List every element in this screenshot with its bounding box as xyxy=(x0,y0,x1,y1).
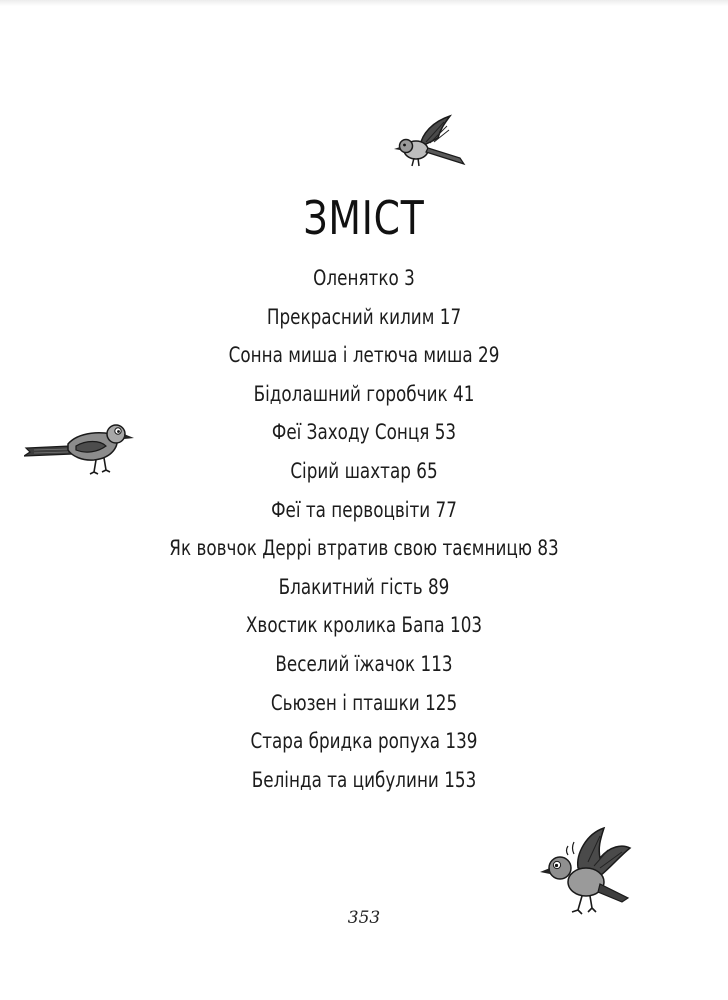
toc-entry-page: 65 xyxy=(416,458,438,483)
toc-entry xyxy=(73,606,655,645)
toc-entry-page: 139 xyxy=(445,729,478,754)
toc-entry-title: Як вовчок Деррі втратив свою таємницю xyxy=(169,536,532,561)
toc-entry xyxy=(73,568,655,607)
toc-entry-title: Белінда та цибулини xyxy=(251,767,439,792)
page-number: 353 xyxy=(347,908,381,928)
page-top-edge xyxy=(0,0,728,6)
toc-entry-title: Сонна миша і летюча миша xyxy=(228,343,473,368)
toc-entry-title: Сірий шахтар xyxy=(290,458,411,483)
toc-entry-page: 3 xyxy=(404,266,415,290)
toc-entry xyxy=(73,529,655,568)
toc-entry xyxy=(73,645,655,684)
bird-top-icon xyxy=(392,112,472,174)
toc-entry-title: Стара бридка ропуха xyxy=(250,729,441,754)
toc-entry-page: 83 xyxy=(537,536,559,561)
toc-entry-title: Блакитний гість xyxy=(278,574,423,599)
table-of-contents xyxy=(0,259,728,799)
toc-entry xyxy=(73,298,655,337)
toc-entry-page: 77 xyxy=(435,497,457,522)
toc-entry-page: 29 xyxy=(478,343,500,368)
toc-entry xyxy=(73,722,655,761)
bird-bottom-right-icon xyxy=(538,824,634,920)
toc-entry-title: Бідолашний горобчик xyxy=(253,381,448,406)
toc-entry xyxy=(73,413,655,452)
toc-entry xyxy=(73,761,655,800)
toc-entry-page: 41 xyxy=(453,381,475,406)
toc-entry xyxy=(73,375,655,414)
toc-entry-page: 53 xyxy=(434,420,457,445)
toc-entry-title: Прекрасний килим xyxy=(266,304,435,329)
toc-entry-page: 125 xyxy=(425,690,458,715)
bird-left-icon xyxy=(24,418,136,478)
page-title: ЗМІСТ xyxy=(303,190,425,245)
toc-entry-title: Феї Заходу Сонця xyxy=(271,420,430,445)
toc-entry-title: Сьюзен і пташки xyxy=(270,690,420,715)
toc-entry xyxy=(73,259,655,298)
toc-entry-title: Феї та первоцвіти xyxy=(271,497,431,522)
toc-entry-page: 113 xyxy=(420,651,453,676)
toc-entry xyxy=(73,452,655,491)
toc-entry-page: 103 xyxy=(450,613,483,638)
toc-entry xyxy=(73,336,655,375)
toc-entry-page: 153 xyxy=(444,767,477,792)
toc-entry-page: 89 xyxy=(427,574,450,599)
toc-entry-title: Веселий їжачок xyxy=(275,651,416,676)
toc-entry-page: 17 xyxy=(439,304,462,329)
toc-entry xyxy=(73,684,655,723)
toc-entry xyxy=(73,491,655,530)
toc-entry-title: Оленятко xyxy=(313,266,399,290)
toc-entry-title: Хвостик кролика Бапа xyxy=(245,613,445,638)
